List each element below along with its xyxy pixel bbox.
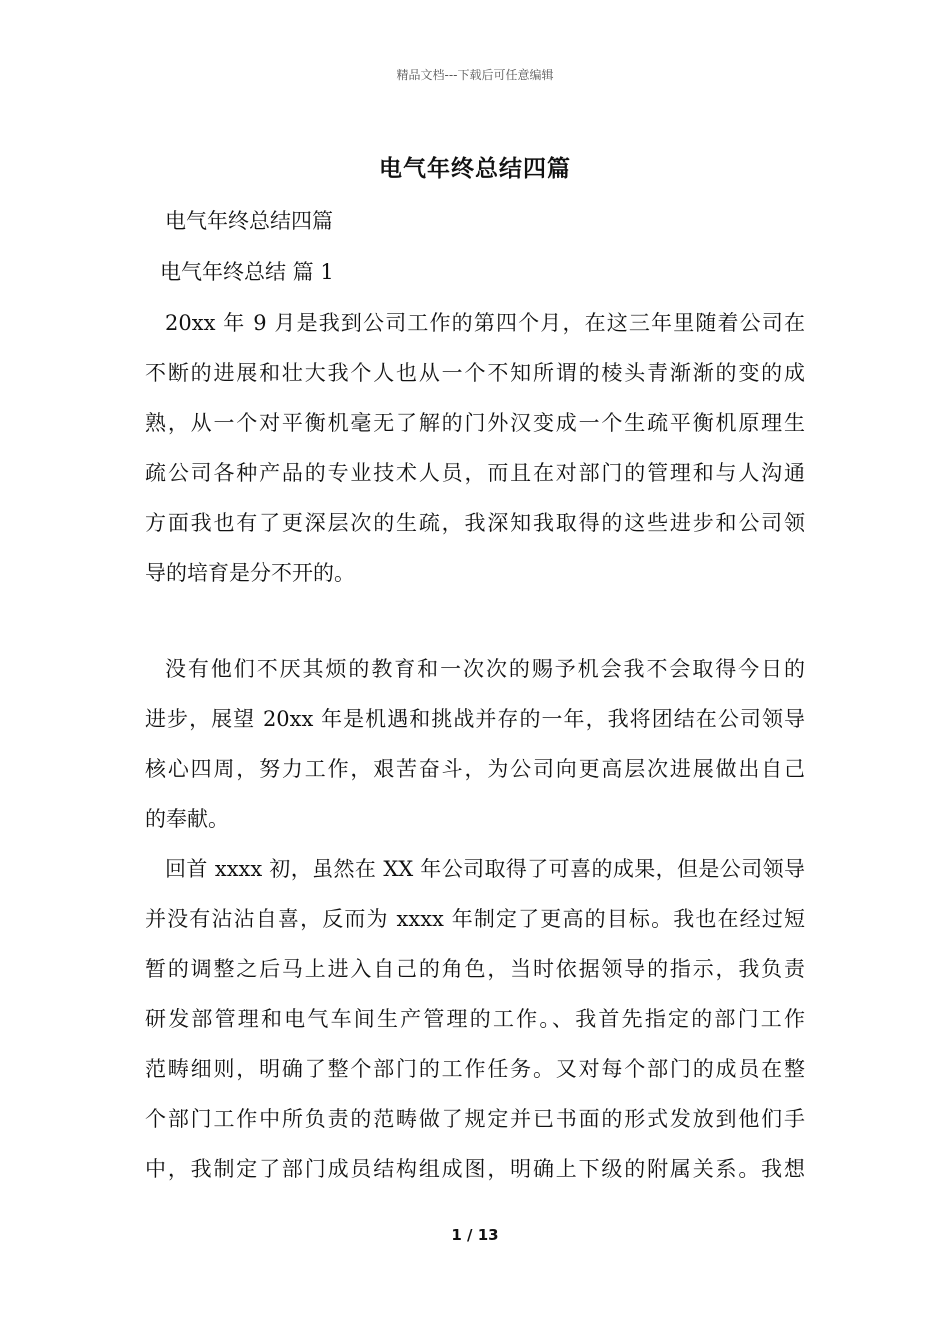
page-number: 1 / 13 [451, 1226, 499, 1244]
paragraph-line: 暂的调整之后马上进入自己的角色，当时依据领导的指示，我负责 [145, 957, 805, 981]
paragraph-line: 疏公司各种产品的专业技术人员，而且在对部门的管理和与人沟通 [145, 461, 805, 485]
paragraph-line: 范畴细则，明确了整个部门的工作任务。又对每个部门的成员在整 [145, 1057, 805, 1081]
document-title: 电气年终总结四篇 [379, 155, 571, 182]
paragraph-line: 没有他们不厌其烦的教育和一次次的赐予机会我不会取得今日的 [165, 657, 805, 681]
document-subtitle: 电气年终总结四篇 [165, 209, 333, 233]
paragraph-line: 导的培育是分不开的。 [145, 561, 355, 585]
paragraph-line: 不断的进展和壮大我个人也从一个不知所谓的棱头青渐渐的变的成 [145, 361, 805, 385]
paragraph-line: 中，我制定了部门成员结构组成图，明确上下级的附属关系。我想 [145, 1157, 805, 1181]
paragraph-line: 研发部管理和电气车间生产管理的工作。、我首先指定的部门工作 [145, 1007, 805, 1031]
paragraph-line: 熟，从一个对平衡机毫无了解的门外汉变成一个生疏平衡机原理生 [145, 411, 805, 435]
paragraph-line: 核心四周，努力工作，艰苦奋斗，为公司向更高层次进展做出自己 [145, 757, 805, 781]
page-header: 精品文档---下载后可任意编辑 [396, 68, 554, 82]
paragraph-line: 20xx 年 9 月是我到公司工作的第四个月，在这三年里随着公司在 [165, 311, 805, 335]
section-heading: 电气年终总结 篇 1 [160, 260, 334, 284]
paragraph-line: 并没有沾沾自喜，反而为 xxxx 年制定了更高的目标。我也在经过短 [145, 907, 805, 931]
paragraph-line: 的奉献。 [145, 807, 229, 831]
paragraph-line: 回首 xxxx 初，虽然在 XX 年公司取得了可喜的成果，但是公司领导 [165, 857, 805, 881]
paragraph-line: 进步，展望 20xx 年是机遇和挑战并存的一年，我将团结在公司领导 [145, 707, 805, 731]
paragraph-line: 方面我也有了更深层次的生疏，我深知我取得的这些进步和公司领 [145, 511, 805, 535]
paragraph-line: 个部门工作中所负责的范畴做了规定并已书面的形式发放到他们手 [145, 1107, 805, 1131]
